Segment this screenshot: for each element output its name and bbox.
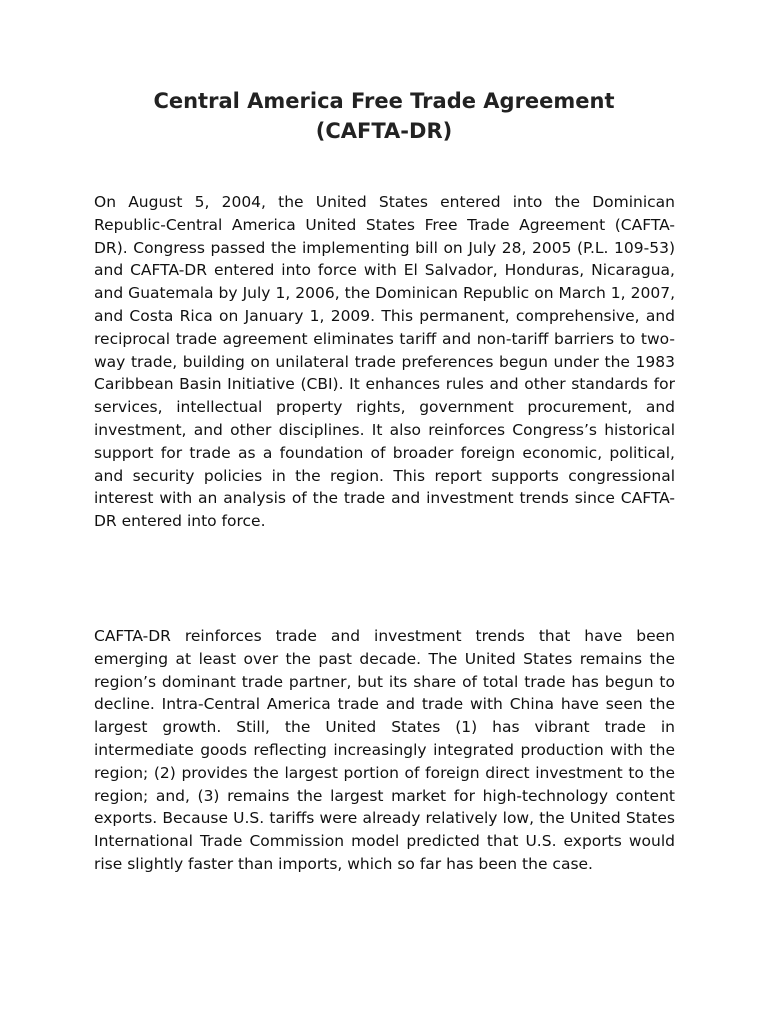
paragraph-2: CAFTA-DR reinforces trade and investment trends that have been emerging at least over the past decade. The United States remains the region’s dominant trade partner, but its share of total trade has begun to decline. Intra-Central America trade and trade with China have seen the largest growth. Still, the United States (1) has vibrant trade in intermediate goods reflecting increasingly integrated production with the region; (2) provides the largest portion of foreign direct investment to the region; and, (3) remains the largest market for high-technology content exports. Because U.S. tariffs were already relatively low, the United States International Trade Commission model predicted that U.S. exports would rise slightly faster than imports, which so far has been the case. — [94, 627, 675, 873]
title-line-2: (CAFTA-DR) — [315, 119, 453, 143]
document-title — [94, 86, 674, 146]
paragraph-1: On August 5, 2004, the United States entered into the Dominican Republic-Central America United States Free Trade Agreement (CAFTA-DR). Congress passed the implementing bill on July 28, 2005 (P.L. 109-53) and CAFTA-DR entered into force with El Salvador, Honduras, Nicaragua, and Guatemala by July 1, 2006, the Dominican Republic on March 1, 2007, and Costa Rica on January 1, 2009. This permanent, comprehensive, and reciprocal trade agreement eliminates tariff and non-tariff barriers to two-way trade, building on unilateral trade preferences begun under the 1983 Caribbean Basin Initiative (CBI). It enhances rules and other standards for services, intellectual property rights, government procurement, and investment, and other disciplines. It also reinforces Congress’s historical support for trade as a foundation of broader foreign economic, political, and security policies in the region. This report supports congressional interest with an analysis of the trade and investment trends since CAFTA-DR entered into force. — [94, 193, 675, 531]
title-line-1: Central America Free Trade Agreement — [153, 89, 615, 113]
